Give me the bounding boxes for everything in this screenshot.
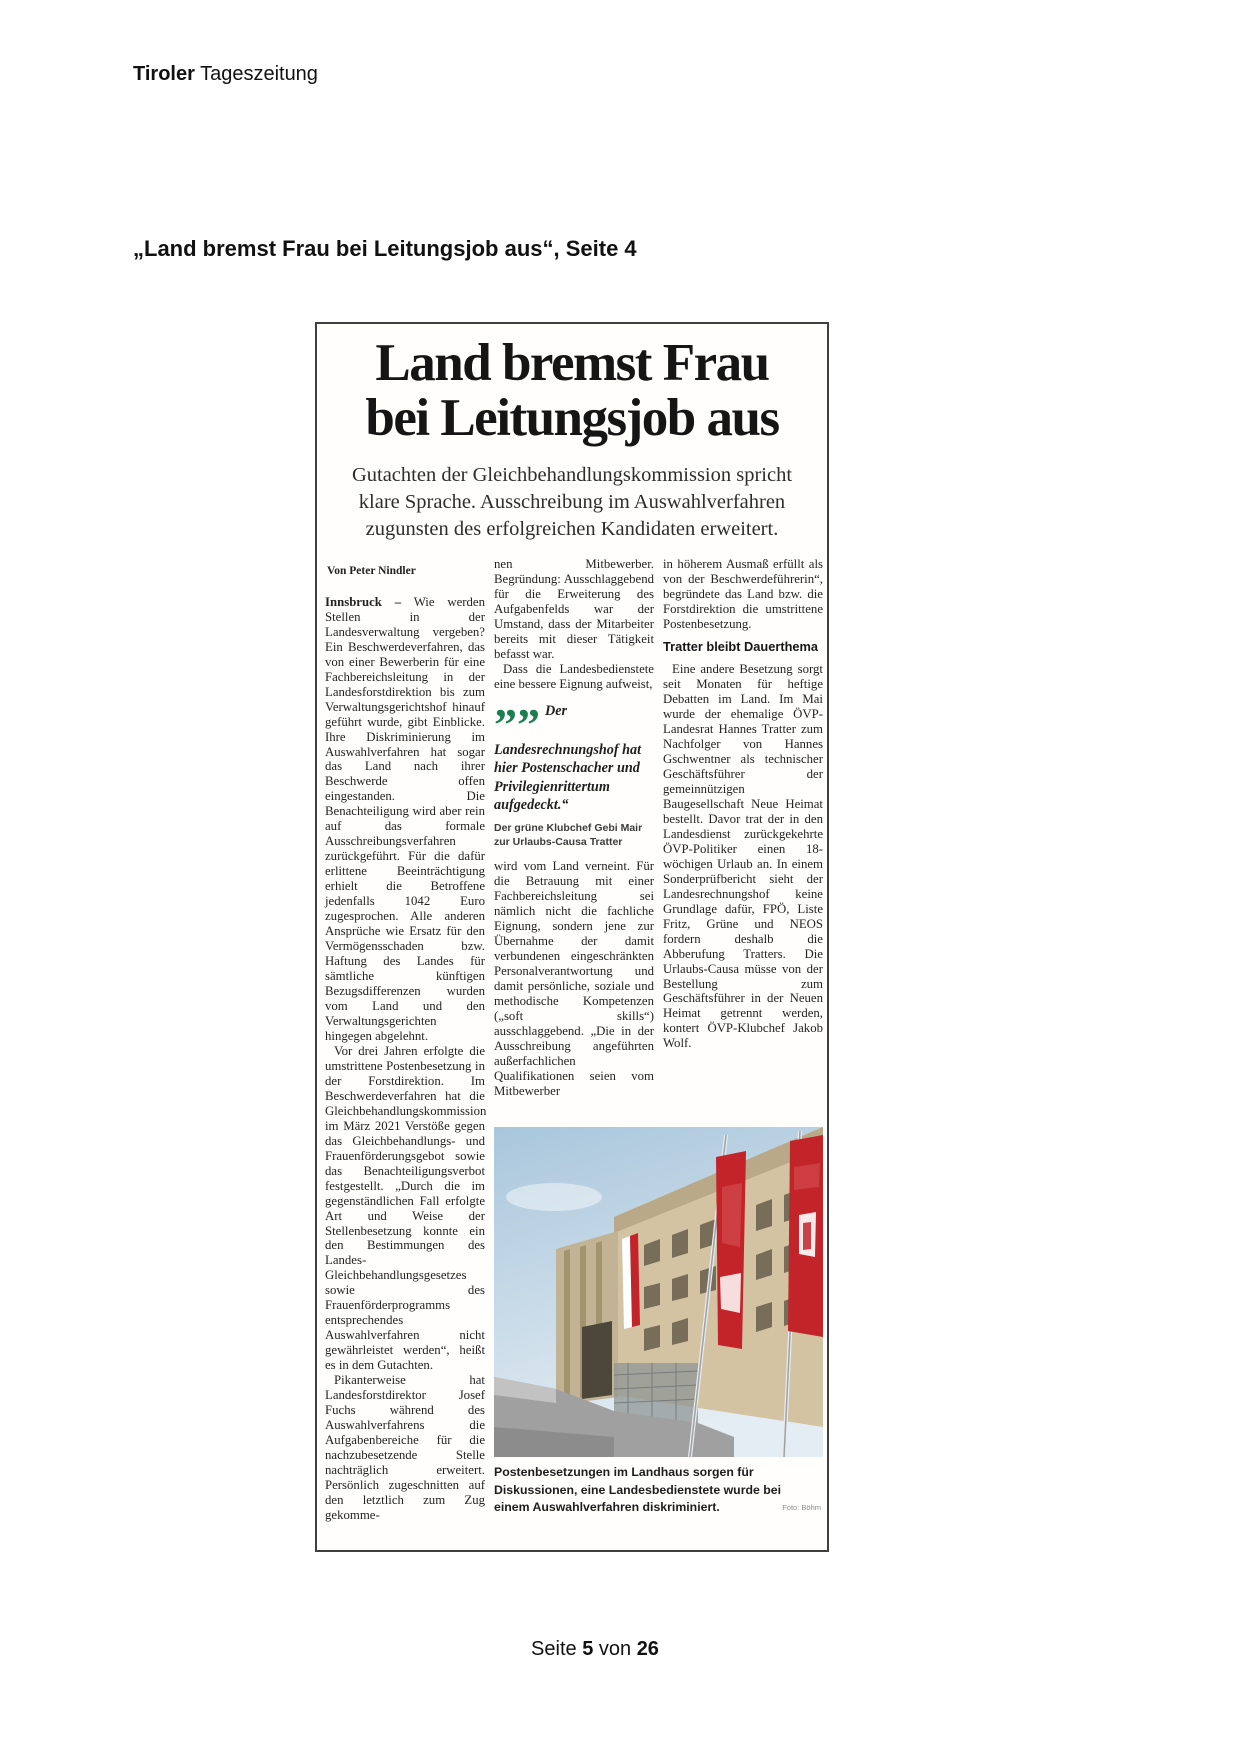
column-2: [494, 557, 654, 1123]
section-subhead-tratter: Tratter bleibt Dauerthema: [663, 639, 819, 655]
dateline: Innsbruck –: [325, 594, 402, 609]
photo-caption-text: Postenbesetzungen im Landhaus sorgen für Diskussionen, eine Landesbedienstete wurde bei einem Auswahlverfahren diskriminiert.: [494, 1465, 782, 1514]
footer-prefix: Seite: [531, 1638, 583, 1660]
paragraph: Eine andere Besetzung sorgt seit Monaten für heftige Debatten im Land. Im Mai wurde der ehemalige ÖVP-Landesrat Hannes Tratter zum Nachfolger von Hannes Gschwentner als technischer Geschäftsführer der gemeinnützigen Baugesellschaft Neue Heimat bestellt. Davor trat der in den Landesdienst zurückgekehrte ÖVP-Politiker einen 18-wöchigen Urlaub an. In einem Sonderprüfbericht sieht der Landesrechnungshof keine Grundlage dafür, FPÖ, Liste Fritz, Grüne und NEOS fordern deshalb die Abberufung Tratters. Die Urlaubs-Causa müsse von der Bestellung zum Geschäftsführer in der Neuen Heimat getrennt werden, kontert ÖVP-Klubchef Jakob Wolf.: [663, 662, 823, 1051]
article-body: [325, 557, 823, 1523]
attribution-line-1: Der grüne Klubchef Gebi Mair: [494, 821, 643, 834]
photo-credit: Foto: Böhm: [782, 1503, 821, 1513]
column-3: [663, 557, 823, 1123]
column-1: [325, 557, 485, 1523]
paragraph: in höherem Ausmaß erfüllt als von der Beschwerdeführerin“, begründete das Land bzw. die Forstdirektion die umstrittene Postenbesetzung.: [663, 557, 823, 632]
headline-line-1: Land bremst Frau: [375, 334, 769, 392]
newspaper-clipping: [315, 322, 829, 1552]
paragraph: Pikanterweise hat Landesforstdirektor Josef Fuchs während des Auswahlverfahrens die Aufgabenbereiche für die nachzubesetzende Stelle nachträglich erweitert. Persönlich zugeschnitten auf den letztlich zum Zug gekomme-: [325, 1373, 485, 1522]
page-footer: [0, 1638, 1190, 1661]
headline-line-2: bei Leitungsjob aus: [365, 389, 779, 448]
quote-icon: ””: [494, 699, 540, 751]
photo-caption: [494, 1464, 823, 1516]
publication-name-regular: Tageszeitung: [194, 63, 318, 85]
paragraph: nen Mitbewerber. Begründung: Ausschlaggebend für die Erweiterung des Aufgabenfelds war der Umstand, dass der Mitarbeiter bereits mit dieser Tätigkeit befasst war.: [494, 557, 654, 662]
article-headline: [325, 336, 819, 446]
columns-2-3: [494, 557, 823, 1123]
publication-name-bold: Tiroler: [133, 63, 195, 85]
paragraph-text: Wie werden Stellen in der Landesverwaltung vergeben? Ein Beschwerdeverfahren, das von einer Bewerberin für eine Fachbereichsleitung in der Landesforstdirektion bis zum Verwaltungsgerichtshof hinauf geführt wurde, gibt Einblicke. Ihre Diskriminierung im Auswahlverfahren hat sogar das Land nach ihrer Beschwerde offen eingestanden. Die Benachteiligung wird aber rein auf das formale Ausschreibungsverfahren zurückgeführt. Für die dafür erlittene Beeinträchtigung erhielt die Betroffene jedenfalls 1042 Euro zugesprochen. Alle anderen Ansprüche wie Ersatz für den Vermögensschaden bzw. Haftung des Landes für sämtliche künftigen Bezugsdifferenzen wurden vom Land und den Verwaltungsgerichten hingegen abgelehnt.: [325, 594, 485, 1043]
page-title: „Land bremst Frau bei Leitungsjob aus“, Seite 4: [133, 236, 637, 261]
attribution-line-2: zur Urlaubs-Causa Tratter: [494, 835, 623, 848]
byline: Von Peter Nindler: [327, 565, 416, 578]
paragraph: Vor drei Jahren erfolgte die umstrittene Postenbesetzung in der Forstdirektion. Im Beschwerdeverfahren hat die Gleichbehandlungskommission im März 2021 Verstöße gegen das Gleichbehandlungs- und Frauenförderungsgebot sowie das Benachteiligungsverbot festgestellt. „Durch die im gegenständlichen Fall erfolgte Art und Weise der Stellenbesetzung konnte ein den Bestimmungen des Landes-Gleichbehandlungsgesetzes sowie des Frauenförderprogramms entsprechendes Auswahlverfahren nicht gewährleistet werden“, heißt es in dem Gutachten.: [325, 1043, 487, 1373]
landhaus-photo-graphic: [494, 1127, 823, 1457]
landhaus-photo: [494, 1127, 823, 1457]
footer-middle: von: [593, 1638, 637, 1660]
right-region: [494, 557, 823, 1523]
paragraph: Dass die Landesbedienstete eine bessere Eignung aufweist,: [494, 662, 654, 692]
pull-quote-text: Der Landesrechnungshof hat hier Postenschacher und Privilegienrittertum aufgedeckt.“: [494, 703, 642, 813]
paragraph: wird vom Land verneint. Für die Betrauung mit einer Fachbereichsleitung sei nämlich nicht die fachliche Eignung, sondern jene zur Übernahme der damit verbundenen eingeschränkten Personalverantwortung und damit persönliche, soziale und methodische Kompetenzen („soft skills“) ausschlaggebend. „Die in der Ausschreibung angeführten außerfachlichen Qualifikationen seien vom Mitbewerber: [494, 859, 654, 1098]
footer-page-number: 5: [582, 1638, 594, 1660]
publication-name: [133, 63, 318, 86]
pull-quote: [494, 699, 654, 849]
article-subhead: Gutachten der Gleichbehandlungskommission spricht klare Sprache. Ausschreibung im Auswahlverfahren zugunsten des erfolgreichen Kandidaten erweitert.: [351, 464, 793, 541]
paragraph: [325, 595, 485, 1044]
footer-total-pages: 26: [636, 1638, 659, 1660]
pull-quote-attribution: [494, 822, 654, 849]
